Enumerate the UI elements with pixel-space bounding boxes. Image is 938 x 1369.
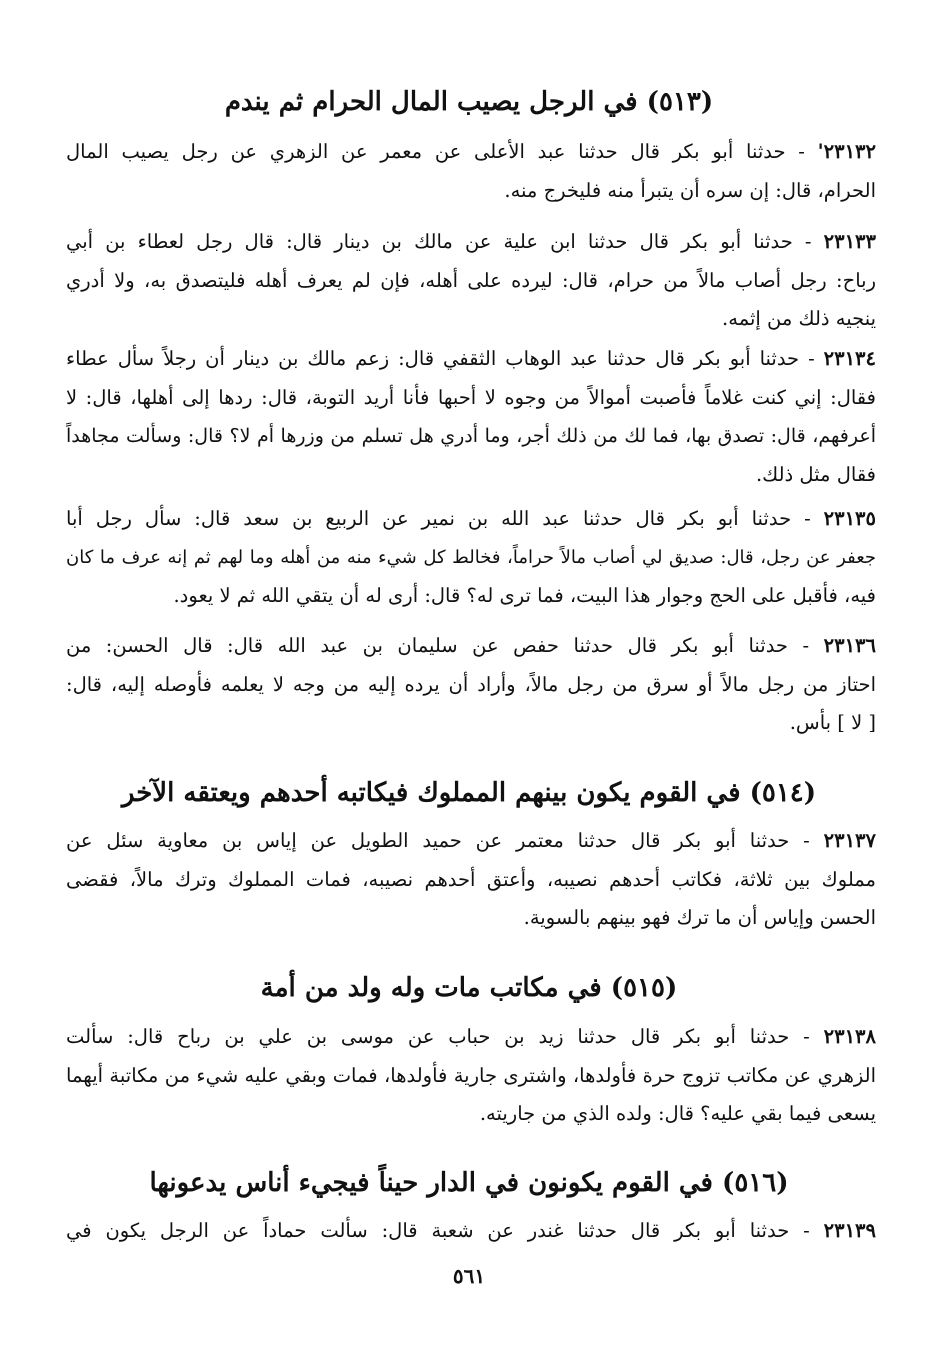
entry-line: ينجيه ذلك من إثمه. bbox=[722, 307, 876, 330]
entry-line: فقال مثل ذلك. bbox=[755, 462, 876, 486]
entry-23137 bbox=[66, 822, 876, 938]
section-heading-514: (٥١٤) في القوم يكون بينهم المملوك فيكاتبه أحدهم ويعتقه الآخر bbox=[121, 778, 817, 808]
entry-number: ٢٣١٣٥ bbox=[823, 507, 876, 530]
entry-line: ٢٣١٣٨ - حدثنا أبو بكر قال حدثنا زيد بن حباب عن موسى بن علي بن رباح قال: سألت bbox=[66, 1025, 876, 1048]
entry-line: ٢٣١٣٧ - حدثنا أبو بكر قال حدثنا معتمر عن حميد الطويل عن إياس بن معاوية سئل عن bbox=[66, 829, 876, 852]
entry-number: ٢٣١٣٨ bbox=[823, 1025, 876, 1048]
entry-number: ٢٣١٣٦ bbox=[823, 634, 876, 657]
entry-line: ٢٣١٣٩ - حدثنا أبو بكر قال حدثنا غندر عن شعبة قال: سألت حماداً عن الرجل يكون في bbox=[66, 1219, 876, 1242]
entry-line: ٢٣١٣٥ - حدثنا أبو بكر قال حدثنا عبد الله بن نمير عن الربيع بن سعد قال: سأل رجل أبا bbox=[66, 507, 876, 530]
entry-line: مملوك بين ثلاثة، فكاتب أحدهم نصيبه، وأعتق أحدهم نصيبه، فمات المملوك وترك مالاً، فقضى bbox=[66, 867, 876, 891]
entry-line: فقال: إني كنت غلاماً فأصبت أموالاً من وجوه لا أحبها فأنا أريد التوبة، قال: ردها إلى أهلها، قال: لا bbox=[66, 385, 876, 409]
entry-23138 bbox=[66, 1018, 876, 1134]
entry-line: الزهري عن مكاتب تزوج حرة فأولدها، واشترى جارية فأولدها، فمات وبقي عليه شيء من مكاتبة أيهما bbox=[66, 1063, 876, 1087]
entry-23136 bbox=[66, 627, 876, 743]
entry-line: احتاز من رجل مالاً أو سرق من رجل مالاً، وأراد أن يرده إليه من وجه لا يعلمه فأوصله إليه، قال: bbox=[66, 672, 876, 696]
entry-line: فيه، فأقبل على الحج وجوار هذا البيت، فما ترى له؟ قال: أرى له أن يتقي الله ثم لا يعود. bbox=[173, 584, 876, 607]
entry-line: جعفر عن رجل، قال: صديق لي أصاب مالاً حراماً، فخالط كل شيء منه من أهله وما لهم ثم إنه عرف ما كان bbox=[66, 546, 876, 568]
entry-line: رباح: رجل أصاب مالاً من حرام، قال: ليرده على أهله، فإن لم يعرف أهله فليتصدق به، ولا أدري bbox=[66, 268, 876, 292]
entry-line: ٢٣١٣٦ - حدثنا أبو بكر قال حدثنا حفص عن سليمان بن عبد الله قال: قال الحسن: من bbox=[66, 634, 876, 657]
section-heading-516: (٥١٦) في القوم يكونون في الدار حيناً فيجيء أناس يدعونها bbox=[149, 1168, 789, 1198]
entry-line: الحرام، قال: إن سره أن يتبرأ منه فليخرج منه. bbox=[504, 178, 876, 202]
entry-line: ٢٣١٣٣ - حدثنا أبو بكر قال حدثنا ابن علية عن مالك بن دينار قال: قال رجل لعطاء بن أبي bbox=[66, 230, 876, 253]
entry-number: ٢٣١٣٩ bbox=[823, 1219, 876, 1242]
entry-line: ٢٣١٣٢' - حدثنا أبو بكر قال حدثنا عبد الأعلى عن معمر عن الزهري عن رجل يصيب المال bbox=[66, 140, 876, 163]
entry-line: أعرفهم، قال: تصدق بها، فما لك من ذلك أجر، وما أدري هل تسلم من وزرها أم لا؟ قال: وسألت مجاهداً bbox=[66, 425, 876, 447]
page-number: ٥٦١ bbox=[452, 1264, 486, 1288]
entry-23133 bbox=[66, 223, 876, 339]
entry-23132 bbox=[66, 133, 876, 210]
entry-23139 bbox=[66, 1212, 876, 1251]
entry-number: ٢٣١٣٤ bbox=[823, 347, 876, 370]
entry-line: [ لا ] بأس. bbox=[789, 711, 876, 734]
entry-number: ٢٣١٣٧ bbox=[823, 829, 876, 852]
section-heading-515: (٥١٥) في مكاتب مات وله ولد من أمة bbox=[260, 973, 678, 1003]
entry-number: ٢٣١٣٢' bbox=[817, 140, 876, 163]
entry-line: يسعى فيما بقي عليه؟ قال: ولده الذي من جاريته. bbox=[479, 1102, 876, 1125]
entry-number: ٢٣١٣٣ bbox=[823, 230, 876, 253]
entry-line: الحسن وإياس أن ما ترك فهو بينهم بالسوية. bbox=[523, 906, 876, 929]
entry-23134 bbox=[66, 340, 876, 494]
entry-23135 bbox=[66, 500, 876, 616]
section-heading-513: (٥١٣) في الرجل يصيب المال الحرام ثم يندم bbox=[224, 87, 714, 117]
entry-line: ٢٣١٣٤ - حدثنا أبو بكر قال حدثنا عبد الوهاب الثقفي قال: زعم مالك بن دينار أن رجلاً سأل عطاء bbox=[66, 347, 876, 370]
